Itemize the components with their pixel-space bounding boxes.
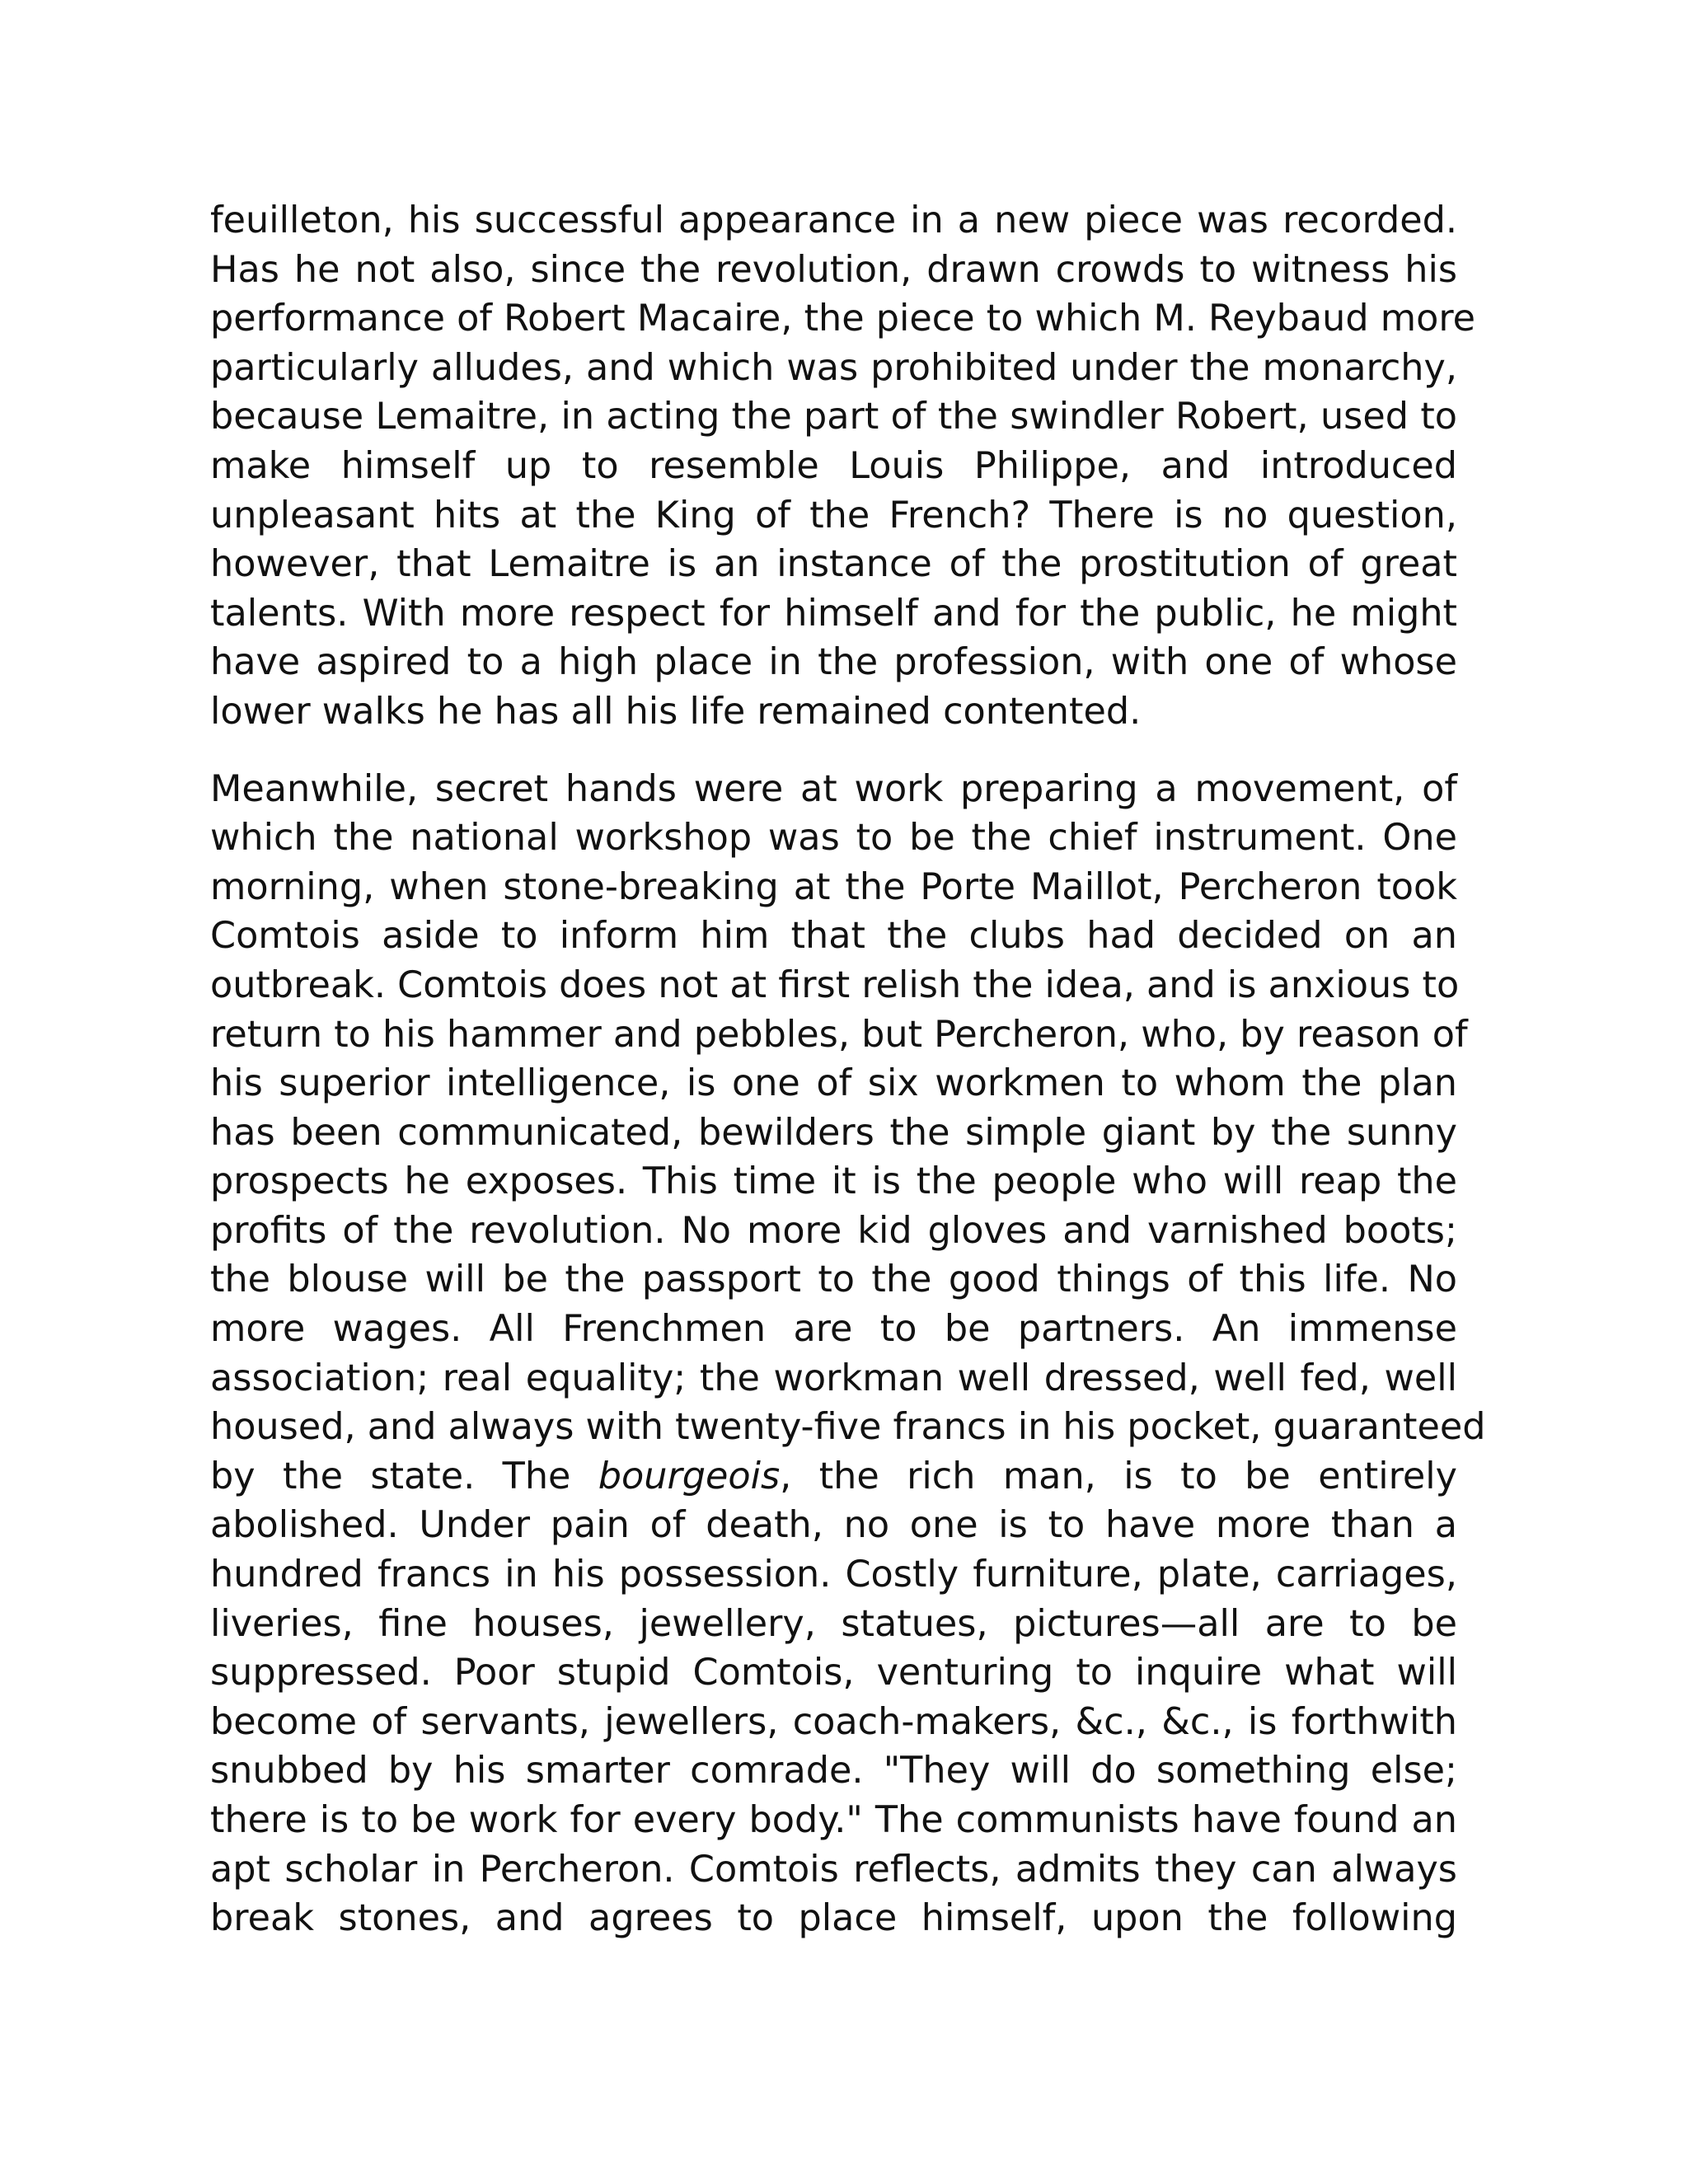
text-line: unpleasant hits at the King of the French? There is no question, [210, 494, 1457, 537]
text-line: suppressed. Poor stupid Comtois, venturing to inquire what will [210, 1652, 1457, 1694]
text-line: particularly alludes, and which was prohibited under the monarchy, [210, 346, 1457, 389]
text-line: his superior intelligence, is one of six workmen to whom the plan [210, 1062, 1457, 1105]
text-line: have aspired to a high place in the profession, with one of whose [210, 641, 1457, 684]
text-line: by the state. The bourgeois, the rich man, is to be entirely [210, 1455, 1457, 1497]
text-line: Comtois aside to inform him that the clubs had decided on an [210, 915, 1457, 958]
text-line: hundred francs in his possession. Costly furniture, plate, carriages, [210, 1554, 1457, 1596]
text-line: has been communicated, bewilders the simple giant by the sunny [210, 1111, 1457, 1154]
text-line: liveries, fine houses, jewellery, statues, pictures—all are to be [210, 1602, 1457, 1645]
paragraph-2 [210, 765, 1486, 1943]
text-line: the blouse will be the passport to the good things of this life. No [210, 1258, 1457, 1301]
text-line: association; real equality; the workman well dressed, well fed, well [210, 1357, 1457, 1399]
text-line: talents. With more respect for himself and for the public, he might [210, 592, 1457, 635]
text-line: break stones, and agrees to place himself, upon the following [210, 1897, 1457, 1940]
text-line: lower walks he has all his life remained contented. [210, 690, 1142, 733]
text-line: more wages. All Frenchmen are to be partners. An immense [210, 1308, 1457, 1351]
text-line: snubbed by his smarter comrade. "They will do something else; [210, 1750, 1457, 1793]
text-line: morning, when stone-breaking at the Porte Maillot, Percheron took [210, 865, 1457, 908]
text-line: outbreak. Comtois does not at first relish the idea, and is anxious to [210, 963, 1460, 1006]
text-line: Meanwhile, secret hands were at work preparing a movement, of [210, 767, 1457, 810]
text-line: profits of the revolution. No more kid gloves and varnished boots; [210, 1209, 1457, 1252]
text-line: return to his hammer and pebbles, but Percheron, who, by reason of [210, 1013, 1468, 1056]
text-line: apt scholar in Percheron. Comtois reflects, admits they can always [210, 1848, 1457, 1891]
text-line: housed, and always with twenty-five francs in his pocket, guaranteed [210, 1406, 1486, 1449]
text-line: become of servants, jewellers, coach-makers, &c., &c., is forthwith [210, 1700, 1457, 1743]
text-line: prospects he exposes. This time it is the people who will reap the [210, 1160, 1457, 1203]
text-line: there is to be work for every body." The communists have found an [210, 1799, 1457, 1841]
text-line: feuilleton, his successful appearance in a new piece was recorded. [210, 199, 1457, 241]
body-text [210, 196, 1486, 1943]
text-line: because Lemaitre, in acting the part of the swindler Robert, used to [210, 396, 1457, 438]
text-line: Has he not also, since the revolution, drawn crowds to witness his [210, 248, 1457, 291]
text-line: performance of Robert Macaire, the piece to which M. Reybaud more [210, 298, 1476, 340]
paragraph-1 [210, 196, 1476, 737]
text-line: abolished. Under pain of death, no one is to have more than a [210, 1504, 1457, 1547]
text-line: make himself up to resemble Louis Philippe, and introduced [210, 444, 1457, 487]
italic-term: bourgeois [598, 1455, 781, 1497]
text-line: however, that Lemaitre is an instance of the prostitution of great [210, 543, 1457, 586]
text-line: which the national workshop was to be the chief instrument. One [210, 817, 1457, 860]
